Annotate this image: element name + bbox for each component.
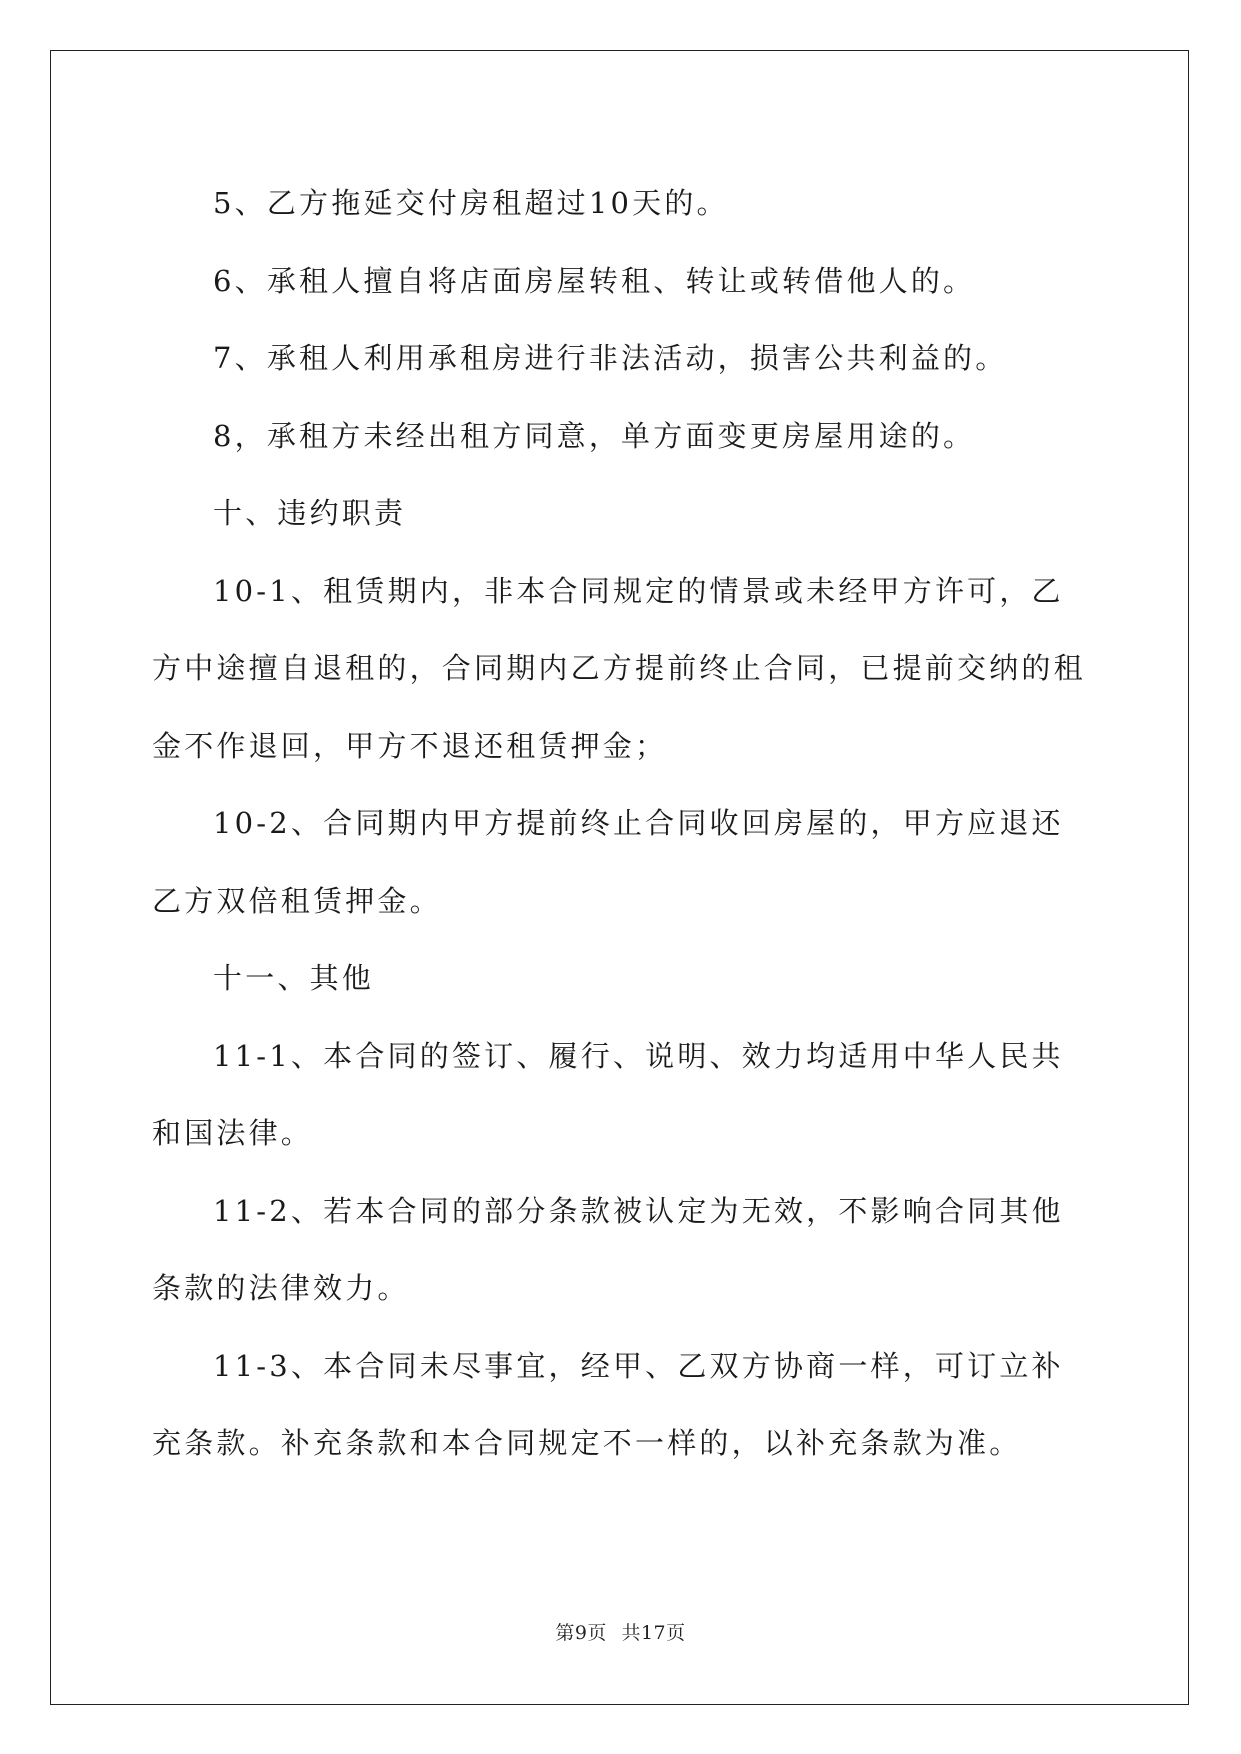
section-heading-other: 十一、其他 [213,961,375,995]
clause-11-3: 11-3、本合同未尽事宜，经甲、乙双方协商一样，可订立补充条款。补充条款和本合同规定不一样的，以补充条款为准。 [152,1348,1064,1460]
clause-10-2: 10-2、合同期内甲方提前终止合同收回房屋的，甲方应退还乙方双倍租赁押金。 [152,806,1064,918]
clause-8: 8，承租方未经出租方同意，单方面变更房屋用途的。 [213,418,976,453]
clause-10-1: 10-1、租赁期内，非本合同规定的情景或未经甲方许可，乙方中途擅自退租的，合同期内乙方提前终止合同，已提前交纳的租金不作退回，甲方不退还租赁押金； [152,573,1086,763]
clause-7: 7、承租人利用承租房进行非法活动，损害公共利益的。 [213,341,1008,375]
clause-6: 6、承租人擅自将店面房屋转租、转让或转借他人的。 [213,263,976,298]
page-number: 第9页 [555,1622,607,1644]
section-heading-breach: 十、违约职责 [213,496,407,530]
clause-11-2: 11-2、若本合同的部分条款被认定为无效，不影响合同其他条款的法律效力。 [152,1193,1064,1305]
page-total: 共17页 [621,1622,686,1644]
clause-5: 5、乙方拖延交付房租超过10天的。 [213,186,729,220]
clause-11-1: 11-1、本合同的签订、履行、说明、效力均适用中华人民共和国法律。 [152,1038,1064,1150]
document-body [152,165,1092,1483]
page-footer [0,1618,1241,1645]
